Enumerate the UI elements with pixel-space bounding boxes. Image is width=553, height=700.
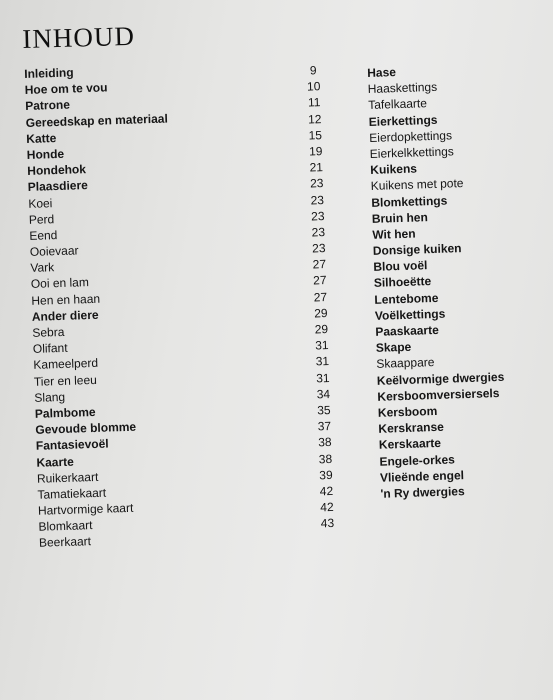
toc-entry: Palmbome [34,404,96,421]
page-number: 34 [316,386,331,402]
toc-entry: Blomkaart [38,518,93,535]
page-number: 10 [306,79,321,94]
toc-entry: Ooievaar [29,243,79,259]
toc-entry: Paaskaarte [375,322,439,339]
toc-entry: Donsige kuiken [372,241,462,258]
toc-entry: Skape [375,339,412,356]
page-number: 27 [313,289,328,305]
toc-entry: Vark [30,260,55,276]
page-number: 23 [311,241,326,256]
toc-entry: Blou voël [373,258,428,275]
page-number: 15 [308,127,323,143]
page-number: 31 [314,338,329,353]
page-number: 27 [312,257,327,272]
page-number: 38 [318,435,332,450]
toc-entry: Kerskaarte [378,436,442,453]
toc-entry: Silhoeëtte [373,274,432,291]
page-number: 39 [319,467,333,483]
right-topics-column [367,61,508,502]
toc-entry: Ruikerkaart [36,469,99,486]
toc-entry: Kameelperd [33,356,99,373]
toc-entry: Slang [34,389,66,405]
toc-entry: Fantasievoël [35,436,109,454]
page-number: 29 [314,322,329,337]
toc-entry: Lentebome [374,290,439,307]
toc-entry: Koei [28,195,53,211]
toc-entry: Haaskettings [367,79,438,97]
toc-entry: Tafelkaarte [368,96,428,113]
toc-entry: Kuikens met pote [370,176,464,194]
page-numbers-column [293,62,348,532]
page-number: 11 [307,95,321,110]
page-number: 38 [318,451,333,466]
page-number: 23 [311,224,326,240]
toc-entry: Hoe om te vou [24,80,108,98]
toc-entry: Hartvormige kaart [37,500,134,518]
toc-entry: Perd [28,211,55,227]
page-number: 23 [310,192,325,208]
toc-entry: Gereedskap en materiaal [25,111,169,130]
toc-entry: Ooi en lam [30,275,90,292]
toc-entry: Vlieënde engel [379,467,465,485]
toc-entry: Hen en haan [31,291,101,308]
toc-entry: Patrone [25,97,71,114]
toc-entry: Tamatiekaart [37,485,107,502]
toc-entry: Skaappare [376,355,435,372]
toc-entry: Sebra [32,324,65,340]
toc-entry: Gevoude blomme [35,419,137,437]
left-topics-column [24,62,181,552]
page-number: 21 [309,160,324,175]
toc-entry: Honde [26,146,65,162]
toc-entry: Blomkettings [371,193,448,210]
page-number: 35 [317,402,331,418]
toc-entry: Eierdopkettings [369,128,453,145]
page-number: 27 [312,273,327,288]
toc-entry: Keëlvormige dwergies [376,369,505,388]
page-number: 23 [309,176,324,191]
page-title: INHOUD [22,20,136,54]
toc-entry: Ander diere [31,307,99,324]
toc-entry: 'n Ry dwergies [380,484,465,501]
page-number: 42 [320,500,334,515]
toc-entry: Kersboom [377,403,438,420]
toc-entry: Kerskranse [378,419,445,436]
page-number: 37 [317,419,332,434]
toc-entry: Eierkettings [368,112,438,129]
toc-entry: Bruin hen [371,209,429,226]
page-number: 31 [315,354,330,369]
toc-entry: Kuikens [370,161,418,178]
page-number: 29 [313,305,328,321]
toc-entry: Plaasdiere [27,178,89,195]
toc-entry: Olifant [32,340,68,357]
toc-entry: Kersboomversiersels [377,385,500,404]
toc-entry: Wit hen [372,226,416,242]
page-number: 42 [319,483,334,499]
toc-entry: Eierkelkkettings [369,144,455,161]
toc-entry: Kaarte [36,454,75,470]
page-number: 9 [309,63,317,78]
page-number: 12 [307,111,322,127]
page-number: 43 [320,516,335,531]
toc-entry: Engele-orkes [379,451,456,469]
toc-entry: Eend [29,227,58,243]
toc-entry: Katte [26,130,57,146]
page-number: 19 [308,144,323,159]
toc-entry: Tier en leeu [33,372,98,389]
toc-entry: Hase [367,65,397,80]
page-number: 31 [315,370,330,385]
page-number: 23 [310,208,325,224]
toc-entry: Inleiding [24,65,74,81]
toc-entry: Voëlkettings [374,306,446,323]
toc-entry: Beerkaart [38,534,92,551]
toc-entry: Hondehok [27,162,87,179]
